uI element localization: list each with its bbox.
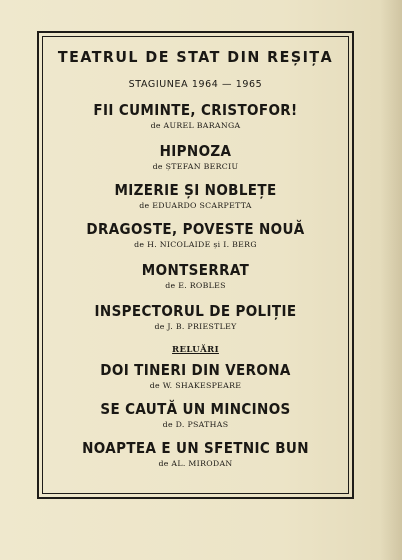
play-entry [40,260,351,291]
play-author: de AUREL BARANGA [150,121,241,130]
play-author: de D. PSATHAS [162,420,229,429]
play-author: de EDUARDO SCARPETTA [139,201,252,210]
play-title: DOI TINERI DIN VERONA [100,361,291,379]
reprises-heading: RELUĂRI [172,345,219,355]
play-title: MIZERIE ȘI NOBLEȚE [114,181,277,199]
page-spine-shadow [380,0,402,560]
play-entry [40,180,351,211]
play-author: de J. B. PRIESTLEY [154,322,237,331]
play-entry [40,219,351,250]
play-entry [40,141,351,172]
play-title: MONTSERRAT [141,261,250,279]
play-entry [40,301,351,332]
play-entry [40,399,351,430]
play-entry [40,438,351,469]
play-title: DRAGOSTE, POVESTE NOUĂ [86,220,305,238]
play-title: NOAPTEA E UN SFETNIC BUN [82,439,309,457]
play-title: SE CAUTĂ UN MINCINOS [100,400,291,418]
play-entry [40,100,351,131]
play-title: FII CUMINTE, CRISTOFOR! [93,101,298,119]
play-title: INSPECTORUL DE POLIȚIE [94,302,297,320]
play-author: de ȘTEFAN BERCIU [152,162,239,171]
repertoire-list [40,40,351,469]
play-author: de E. ROBLES [165,281,226,290]
play-author: de W. SHAKESPEARE [149,381,242,390]
play-author: de AL. MIRODAN [158,459,233,468]
play-author: de H. NICOLAIDE și I. BERG [134,240,257,249]
play-entry [40,360,351,391]
play-title: HIPNOZA [159,142,232,160]
theatre-name: TEATRUL DE STAT DIN REȘIȚA [57,48,334,66]
season-line: STAGIUNEA 1964 — 1965 [128,79,263,90]
